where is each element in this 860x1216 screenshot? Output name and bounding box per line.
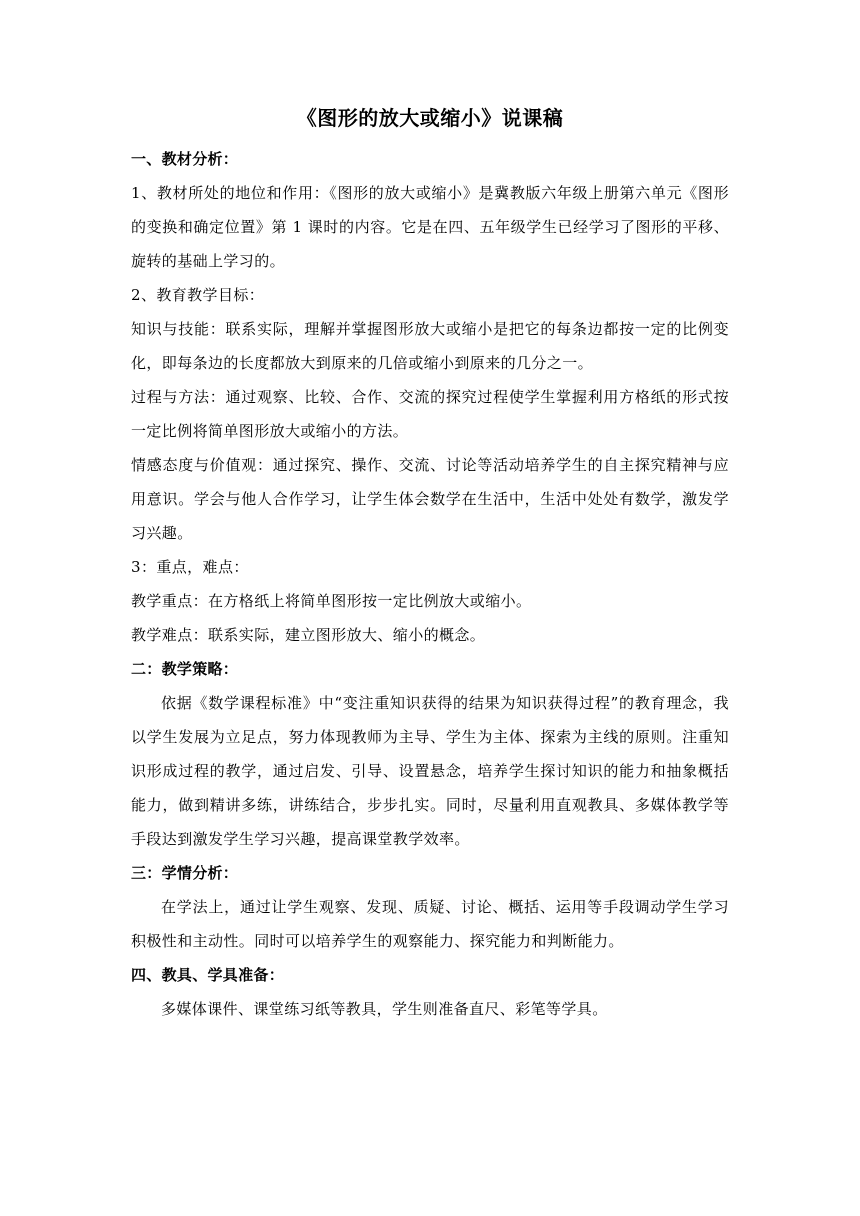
document-body [131,98,729,1026]
paragraph-teaching-goals-label: 2、教育教学目标： [131,286,265,304]
paragraph-learning-analysis: 在学法上，通过让学生观察、发现、质疑、讨论、概括、运用等手段调动学生学习积极性和主动性。同时可以培养学生的观察能力、探究能力和判断能力。 [131,898,729,950]
section-heading-teaching-strategy: 二：教学策略： [131,660,239,678]
paragraph-position-and-role: 1、教材所处的地位和作用：《图形的放大或缩小》是冀教版六年级上册第六单元《图形的变换和确定位置》第 1 课时的内容。它是在四、五年级学生已经学习了图形的平移、旋转的基础上学习的。 [131,184,729,270]
section-heading-learning-analysis: 三：学情分析： [131,864,239,882]
document-title: 《图形的放大或缩小》说课稿 [296,106,564,130]
paragraph-key-and-difficult-points-label: 3：重点，难点： [131,558,249,576]
paragraph-process-and-method: 过程与方法：通过观察、比较、合作、交流的探究过程使学生掌握利用方格纸的形式按一定比例将简单图形放大或缩小的方法。 [131,388,729,440]
section-heading-textbook-analysis: 一、教材分析： [131,150,239,168]
section-heading-materials: 四、教具、学具准备： [131,966,285,984]
paragraph-materials: 多媒体课件、课堂练习纸等教具，学生则准备直尺、彩笔等学具。 [161,1000,608,1018]
paragraph-knowledge-and-skills: 知识与技能：联系实际，理解并掌握图形放大或缩小是把它的每条边都按一定的比例变化，即每条边的长度都放大到原来的几倍或缩小到原来的几分之一。 [131,320,729,372]
paragraph-key-point: 教学重点：在方格纸上将简单图形按一定比例放大或缩小。 [131,592,532,610]
paragraph-emotion-and-values: 情感态度与价值观：通过探究、操作、交流、讨论等活动培养学生的自主探究精神与应用意识。学会与他人合作学习，让学生体会数学在生活中，生活中处处有数学，激发学习兴趣。 [131,456,729,542]
paragraph-difficult-point: 教学难点：联系实际，建立图形放大、缩小的概念。 [131,626,486,644]
paragraph-teaching-strategy: 依据《数学课程标准》中“变注重知识获得的结果为知识获得过程”的教育理念，我以学生发展为立足点，努力体现教师为主导、学生为主体、探索为主线的原则。注重知识形成过程的教学，通过启发、引导、设置悬念，培养学生探讨知识的能力和抽象概括能力，做到精讲多练，讲练结合，步步扎实。同时，尽量利用直观教具、多媒体教学等手段达到激发学生学习兴趣，提高课堂教学效率。 [131,694,729,848]
